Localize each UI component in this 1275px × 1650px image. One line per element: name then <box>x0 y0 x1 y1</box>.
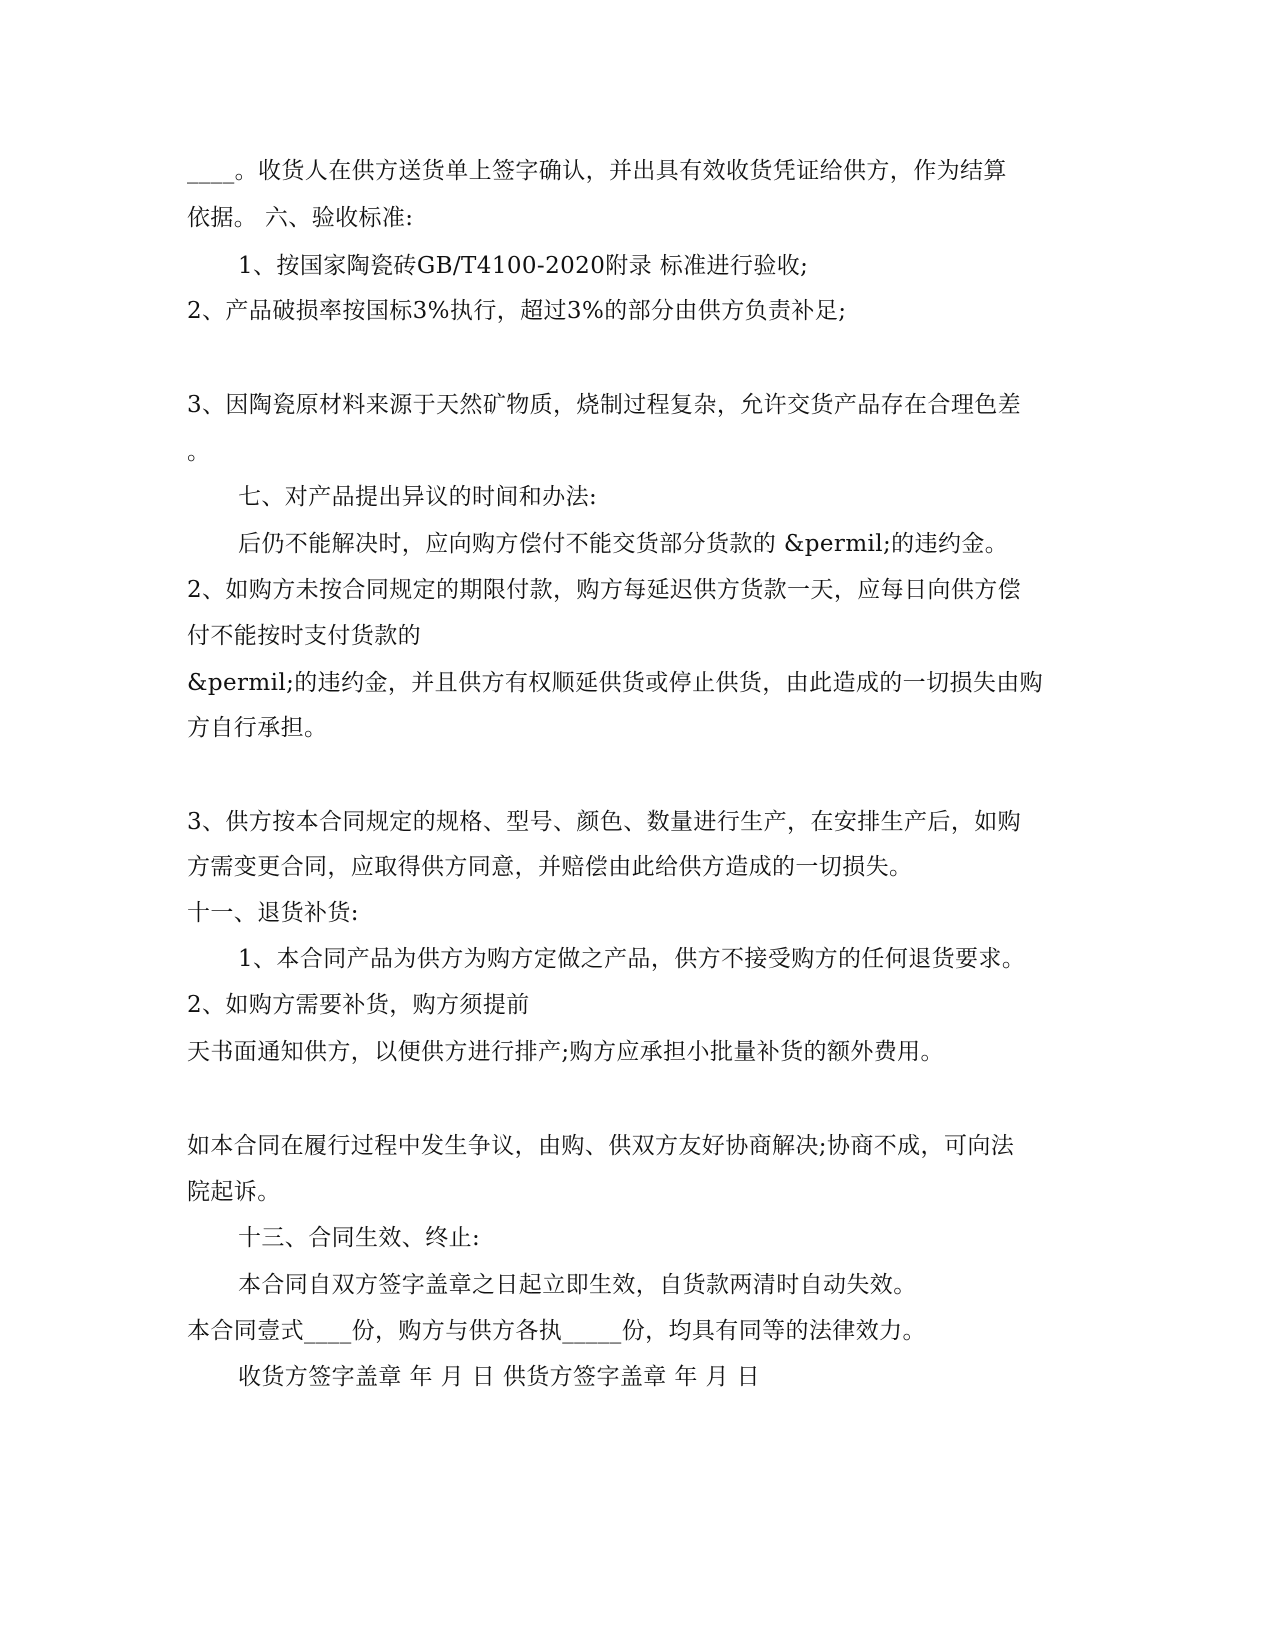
text-line: 1、按国家陶瓷砖GB/T4100-2020附录 标准进行验收; <box>238 253 809 279</box>
text-line: 七、对产品提出异议的时间和办法: <box>238 484 598 510</box>
text-line: 1、本合同产品为供方为购方定做之产品，供方不接受购方的任何退货要求。 <box>238 946 1026 972</box>
text-line: 十三、合同生效、终止: <box>238 1225 481 1251</box>
text-line: 2、如购方需要补货，购方须提前 <box>187 992 530 1018</box>
text-line: 十一、退货补货: <box>187 900 359 926</box>
text-line: ____。收货人在供方送货单上签字确认，并出具有效收货凭证给供方，作为结算 <box>187 158 1007 184</box>
text-line: 如本合同在履行过程中发生争议，由购、供双方友好协商解决;协商不成，可向法 <box>187 1133 1015 1159</box>
text-line: 2、产品破损率按国标3%执行，超过3%的部分由供方负责补足; <box>187 298 847 324</box>
text-line: 方自行承担。 <box>187 715 328 741</box>
text-line: 院起诉。 <box>187 1179 281 1205</box>
text-line: 付不能按时支付货款的 <box>187 623 421 649</box>
text-line: 3、因陶瓷原材料来源于天然矿物质，烧制过程复杂，允许交货产品存在合理色差 <box>187 392 1022 418</box>
text-line: 依据。 六、验收标准: <box>187 205 414 231</box>
text-line: 3、供方按本合同规定的规格、型号、颜色、数量进行生产，在安排生产后，如购 <box>187 809 1022 835</box>
text-line: 本合同自双方签字盖章之日起立即生效，自货款两清时自动失效。 <box>238 1272 917 1298</box>
text-line: &permil;的违约金，并且供方有权顺延供货或停止供货，由此造成的一切损失由购 <box>187 670 1044 696</box>
text-line: 。 <box>187 439 211 465</box>
text-line: 天书面通知供方，以便供方进行排产;购方应承担小批量补货的额外费用。 <box>187 1039 944 1065</box>
signature-line: 收货方签字盖章 年 月 日 供货方签字盖章 年 月 日 <box>238 1364 760 1390</box>
text-line: 方需变更合同，应取得供方同意，并赔偿由此给供方造成的一切损失。 <box>187 854 913 880</box>
text-line: 后仍不能解决时，应向购方偿付不能交货部分货款的 &permil;的违约金。 <box>238 531 1009 557</box>
text-line: 2、如购方未按合同规定的期限付款，购方每延迟供方货款一天，应每日向供方偿 <box>187 577 1022 603</box>
text-line: 本合同壹式____份，购方与供方各执_____份，均具有同等的法律效力。 <box>187 1318 926 1344</box>
